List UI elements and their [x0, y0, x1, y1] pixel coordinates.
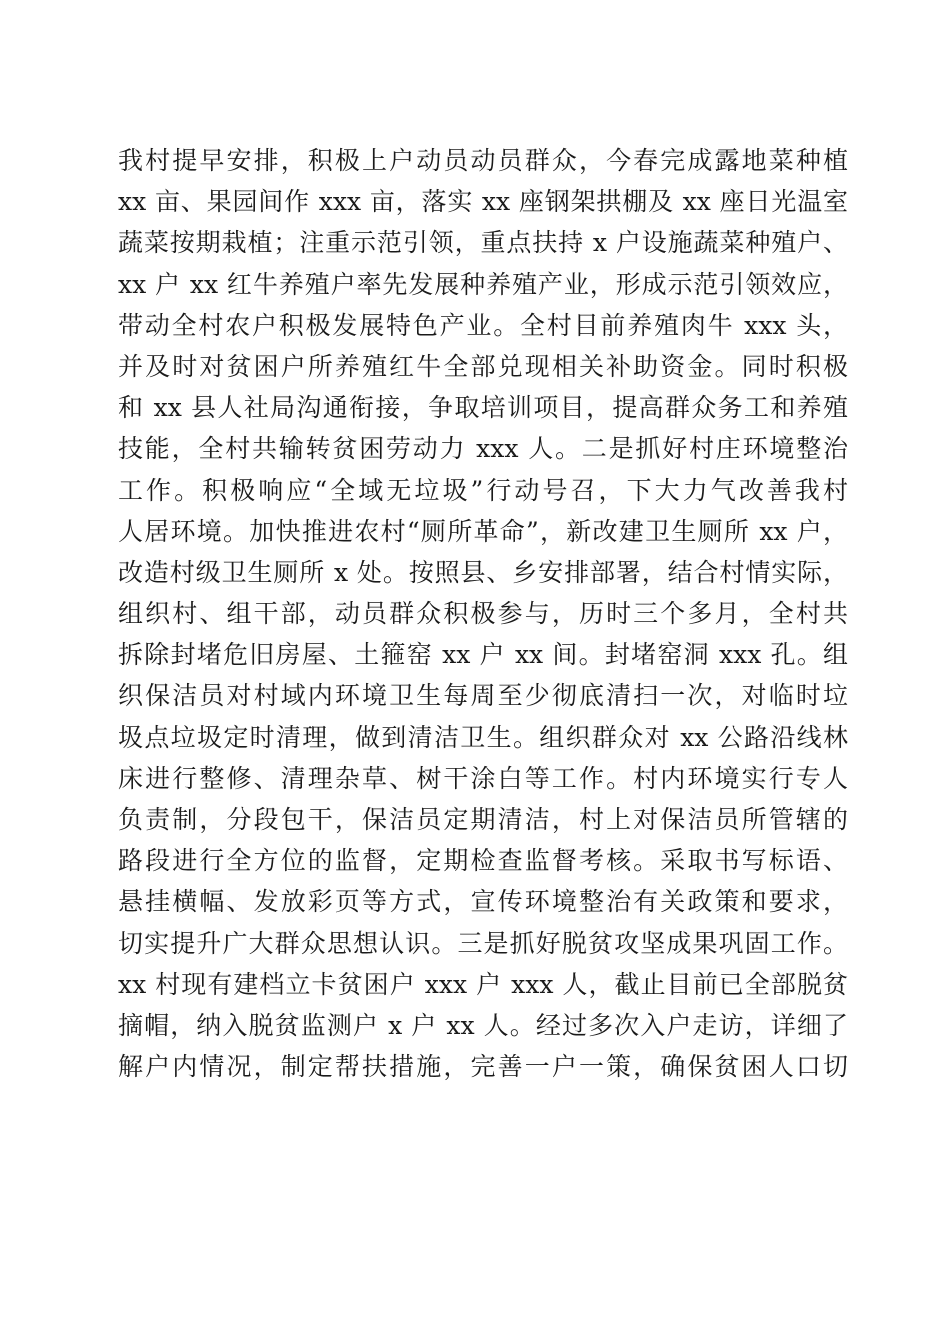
- text-line: 拆除封堵危旧房屋、土箍窑 xx 户 xx 间。封堵窑洞 xxx 孔。组: [118, 640, 848, 670]
- text-line: 改造村级卫生厕所 x 处。按照县、乡安排部署，结合村情实际，: [118, 557, 848, 587]
- text-line: 人居环境。加快推进农村“厕所革命”，新改建卫生厕所 xx 户，: [118, 516, 848, 546]
- text-line: xx 户 xx 红牛养殖户率先发展种养殖产业，形成示范引领效应，: [118, 269, 848, 299]
- text-line: 组织村、组干部，动员群众积极参与，历时三个多月，全村共: [118, 599, 848, 629]
- text-line: 切实提升广大群众思想认识。三是抓好脱贫攻坚成果巩固工作。: [118, 928, 848, 958]
- text-line: xx 亩、果园间作 xxx 亩，落实 xx 座钢架拱棚及 xx 座日光温室: [118, 187, 848, 217]
- text-line: xx 村现有建档立卡贫困户 xxx 户 xxx 人，截止目前已全部脱贫: [118, 969, 848, 999]
- text-line: 带动全村农户积极发展特色产业。全村目前养殖肉牛 xxx 头，: [118, 310, 848, 340]
- text-line: 并及时对贫困户所养殖红牛全部兑现相关补助资金。同时积极: [118, 351, 848, 381]
- text-line: 技能，全村共输转贫困劳动力 xxx 人。二是抓好村庄环境整治: [118, 434, 848, 464]
- text-line: 工作。积极响应“全域无垃圾”行动号召，下大力气改善我村: [118, 475, 848, 505]
- text-line: 织保洁员对村域内环境卫生每周至少彻底清扫一次，对临时垃: [118, 681, 848, 711]
- text-line: 床进行整修、清理杂草、树干涂白等工作。村内环境实行专人: [118, 763, 848, 793]
- text-line: 蔬菜按期栽植；注重示范引领，重点扶持 x 户设施蔬菜种殖户、: [118, 228, 848, 258]
- body-text: [118, 140, 848, 1087]
- text-line: 摘帽，纳入脱贫监测户 x 户 xx 人。经过多次入户走访，详细了: [118, 1010, 848, 1040]
- text-line: 和 xx 县人社局沟通衔接，争取培训项目，提高群众务工和养殖: [118, 393, 848, 423]
- text-line: 悬挂横幅、发放彩页等方式，宣传环境整治有关政策和要求，: [118, 887, 848, 917]
- text-line: 我村提早安排，积极上户动员动员群众，今春完成露地菜种植: [118, 146, 848, 175]
- text-line: 负责制，分段包干，保洁员定期清洁，村上对保洁员所管辖的: [118, 805, 848, 834]
- text-line: 圾点垃圾定时清理，做到清洁卫生。组织群众对 xx 公路沿线林: [118, 722, 848, 752]
- text-line: 解户内情况，制定帮扶措施，完善一户一策，确保贫困人口切: [118, 1052, 848, 1082]
- text-line: 路段进行全方位的监督，定期检查监督考核。采取书写标语、: [118, 846, 848, 876]
